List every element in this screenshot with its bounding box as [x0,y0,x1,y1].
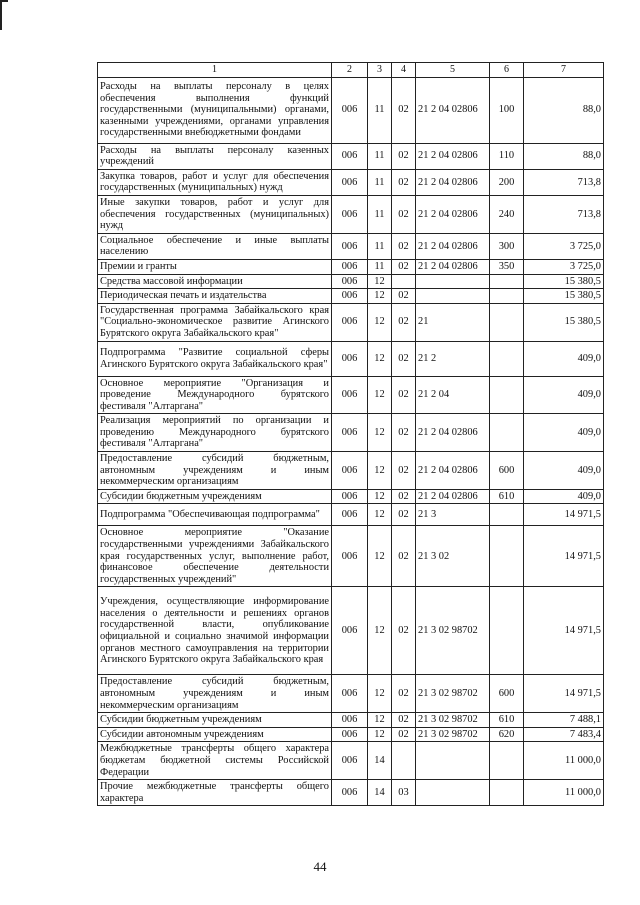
row-admin-code: 006 [332,376,368,414]
header-col-5: 5 [416,63,490,78]
row-admin-code: 006 [332,303,368,341]
table-row [98,259,604,274]
row-name: Субсидии бюджетным учреждениям [98,489,332,504]
row-section: 12 [368,713,392,728]
row-subsection: 02 [392,675,416,713]
row-name: Закупка товаров, работ и услуг для обеспечения государственных (муниципальных) нужд [98,169,332,195]
row-expense-type [490,376,524,414]
row-section: 14 [368,742,392,780]
row-admin-code: 006 [332,713,368,728]
row-admin-code: 006 [332,195,368,233]
row-admin-code: 006 [332,169,368,195]
row-subsection: 02 [392,452,416,490]
row-amount: 11 000,0 [524,742,604,780]
row-admin-code: 006 [332,742,368,780]
row-subsection: 02 [392,489,416,504]
row-name: Социальное обеспечение и иные выплаты населению [98,233,332,259]
table-row [98,587,604,675]
row-section: 12 [368,289,392,304]
row-section: 12 [368,675,392,713]
row-admin-code: 006 [332,587,368,675]
row-expense-type: 300 [490,233,524,259]
row-subsection: 02 [392,259,416,274]
row-expense-type [490,780,524,806]
table-row [98,452,604,490]
row-name: Прочие межбюджетные трансферты общего характера [98,780,332,806]
row-amount: 88,0 [524,143,604,169]
row-admin-code: 006 [332,143,368,169]
scan-corner-mark [0,0,8,30]
row-subsection: 02 [392,169,416,195]
table-row [98,274,604,289]
row-target-article: 21 2 04 02806 [416,233,490,259]
row-name: Расходы на выплаты персоналу казенных учреждений [98,143,332,169]
row-subsection: 02 [392,587,416,675]
row-admin-code: 006 [332,452,368,490]
row-subsection: 02 [392,504,416,526]
row-target-article [416,742,490,780]
row-subsection: 02 [392,414,416,452]
row-section: 11 [368,169,392,195]
row-admin-code: 006 [332,341,368,376]
table-row [98,713,604,728]
row-admin-code: 006 [332,526,368,587]
table-row [98,489,604,504]
row-name: Межбюджетные трансферты общего характера бюджетам бюджетной системы Российской Федерации [98,742,332,780]
table-row [98,727,604,742]
row-target-article: 21 [416,303,490,341]
row-section: 12 [368,274,392,289]
row-section: 12 [368,376,392,414]
row-subsection: 03 [392,780,416,806]
row-target-article: 21 2 04 02806 [416,195,490,233]
row-amount: 713,8 [524,169,604,195]
row-target-article: 21 2 [416,341,490,376]
row-expense-type: 200 [490,169,524,195]
row-expense-type [490,289,524,304]
table-row [98,742,604,780]
header-col-2: 2 [332,63,368,78]
row-amount: 713,8 [524,195,604,233]
row-name: Учреждения, осуществляющие информирование населения о деятельности и решениях органов государственной власти, опубликование официальной и социально значимой информации органов местного самоуправления на территории Агинского Бурятского округа Забайкальского края [98,587,332,675]
row-expense-type: 240 [490,195,524,233]
budget-table [97,62,604,806]
row-section: 12 [368,504,392,526]
table-row [98,77,604,143]
row-target-article: 21 2 04 02806 [416,489,490,504]
row-admin-code: 006 [332,414,368,452]
row-expense-type [490,587,524,675]
row-expense-type: 610 [490,489,524,504]
row-expense-type: 610 [490,713,524,728]
table-row [98,169,604,195]
row-target-article: 21 2 04 02806 [416,452,490,490]
row-expense-type: 620 [490,727,524,742]
row-target-article [416,780,490,806]
row-section: 12 [368,303,392,341]
row-admin-code: 006 [332,727,368,742]
row-section: 12 [368,341,392,376]
row-subsection: 02 [392,376,416,414]
row-subsection: 02 [392,77,416,143]
table-row [98,303,604,341]
row-admin-code: 006 [332,274,368,289]
row-amount: 3 725,0 [524,233,604,259]
header-col-3: 3 [368,63,392,78]
row-name: Подпрограмма "Развитие социальной сферы Агинского Бурятского округа Забайкальского края" [98,341,332,376]
row-target-article [416,274,490,289]
table-row [98,780,604,806]
row-expense-type [490,742,524,780]
row-admin-code: 006 [332,233,368,259]
header-col-4: 4 [392,63,416,78]
row-target-article: 21 2 04 02806 [416,77,490,143]
row-amount: 409,0 [524,452,604,490]
row-target-article: 21 3 02 98702 [416,587,490,675]
table-row [98,195,604,233]
row-target-article [416,289,490,304]
table-row [98,504,604,526]
table-row [98,376,604,414]
row-name: Предоставление субсидий бюджетным, автономным учреждениям и иным некоммерческим организациям [98,675,332,713]
table-row [98,526,604,587]
row-subsection: 02 [392,143,416,169]
row-section: 11 [368,195,392,233]
row-target-article: 21 2 04 02806 [416,414,490,452]
row-name: Основное мероприятие "Организация и проведение Международного бурятского фестиваля "Алтаргана" [98,376,332,414]
row-target-article: 21 2 04 02806 [416,259,490,274]
row-target-article: 21 2 04 02806 [416,169,490,195]
row-target-article: 21 3 [416,504,490,526]
header-col-1: 1 [98,63,332,78]
row-amount: 14 971,5 [524,526,604,587]
row-admin-code: 006 [332,289,368,304]
row-amount: 3 725,0 [524,259,604,274]
table-row [98,143,604,169]
row-name: Реализация мероприятий по организации и проведению Международного бурятского фестиваля "Алтаргана" [98,414,332,452]
row-section: 12 [368,452,392,490]
row-name: Подпрограмма "Обеспечивающая подпрограмма" [98,504,332,526]
row-expense-type: 100 [490,77,524,143]
row-subsection [392,274,416,289]
row-subsection: 02 [392,713,416,728]
row-admin-code: 006 [332,504,368,526]
row-expense-type [490,414,524,452]
row-name: Государственная программа Забайкальского края "Социально-экономическое развитие Агинского Бурятского округа Забайкальского края" [98,303,332,341]
row-section: 11 [368,77,392,143]
row-admin-code: 006 [332,780,368,806]
table-row [98,289,604,304]
row-amount: 409,0 [524,489,604,504]
row-subsection: 02 [392,727,416,742]
row-target-article: 21 3 02 [416,526,490,587]
row-amount: 409,0 [524,341,604,376]
row-amount: 14 971,5 [524,504,604,526]
row-amount: 88,0 [524,77,604,143]
row-amount: 7 488,1 [524,713,604,728]
row-amount: 14 971,5 [524,587,604,675]
row-name: Периодическая печать и издательства [98,289,332,304]
row-expense-type: 600 [490,675,524,713]
row-expense-type [490,526,524,587]
row-amount: 15 380,5 [524,289,604,304]
row-target-article: 21 3 02 98702 [416,727,490,742]
page-number: 44 [313,859,327,874]
row-name: Расходы на выплаты персоналу в целях обеспечения выполнения функций государственными (муниципальными) органами, казенными учреждениями, органами управления государственными внебюджетными фондами [98,77,332,143]
row-subsection: 02 [392,526,416,587]
row-subsection: 02 [392,341,416,376]
row-amount: 7 483,4 [524,727,604,742]
row-expense-type: 110 [490,143,524,169]
table-row [98,675,604,713]
row-subsection: 02 [392,233,416,259]
row-name: Иные закупки товаров, работ и услуг для обеспечения государственных (муниципальных) нужд [98,195,332,233]
row-admin-code: 006 [332,489,368,504]
row-name: Основное мероприятие "Оказание государственными учреждениями Забайкальского края государственных услуг, выполнение работ, финансовое обеспечение деятельности государственных учреждений" [98,526,332,587]
row-name: Предоставление субсидий бюджетным, автономным учреждениям и иным некоммерческим организациям [98,452,332,490]
row-subsection: 02 [392,289,416,304]
row-subsection: 02 [392,195,416,233]
row-name: Премии и гранты [98,259,332,274]
row-expense-type [490,274,524,289]
row-admin-code: 006 [332,77,368,143]
table-row [98,233,604,259]
row-subsection [392,742,416,780]
row-admin-code: 006 [332,259,368,274]
row-name: Средства массовой информации [98,274,332,289]
row-expense-type [490,303,524,341]
row-amount: 15 380,5 [524,274,604,289]
row-expense-type: 350 [490,259,524,274]
row-amount: 409,0 [524,376,604,414]
row-section: 11 [368,233,392,259]
row-amount: 409,0 [524,414,604,452]
row-section: 12 [368,526,392,587]
header-col-7: 7 [524,63,604,78]
row-expense-type [490,504,524,526]
row-section: 12 [368,489,392,504]
row-expense-type: 600 [490,452,524,490]
row-section: 12 [368,587,392,675]
row-section: 11 [368,259,392,274]
header-col-6: 6 [490,63,524,78]
table-header-row [98,63,604,78]
table-row [98,341,604,376]
row-section: 12 [368,727,392,742]
row-target-article: 21 2 04 02806 [416,143,490,169]
row-admin-code: 006 [332,675,368,713]
row-amount: 14 971,5 [524,675,604,713]
row-section: 12 [368,414,392,452]
row-amount: 11 000,0 [524,780,604,806]
row-section: 11 [368,143,392,169]
row-target-article: 21 3 02 98702 [416,713,490,728]
row-name: Субсидии автономным учреждениям [98,727,332,742]
row-expense-type [490,341,524,376]
table-row [98,414,604,452]
row-subsection: 02 [392,303,416,341]
row-target-article: 21 2 04 [416,376,490,414]
row-name: Субсидии бюджетным учреждениям [98,713,332,728]
row-amount: 15 380,5 [524,303,604,341]
row-target-article: 21 3 02 98702 [416,675,490,713]
row-section: 14 [368,780,392,806]
